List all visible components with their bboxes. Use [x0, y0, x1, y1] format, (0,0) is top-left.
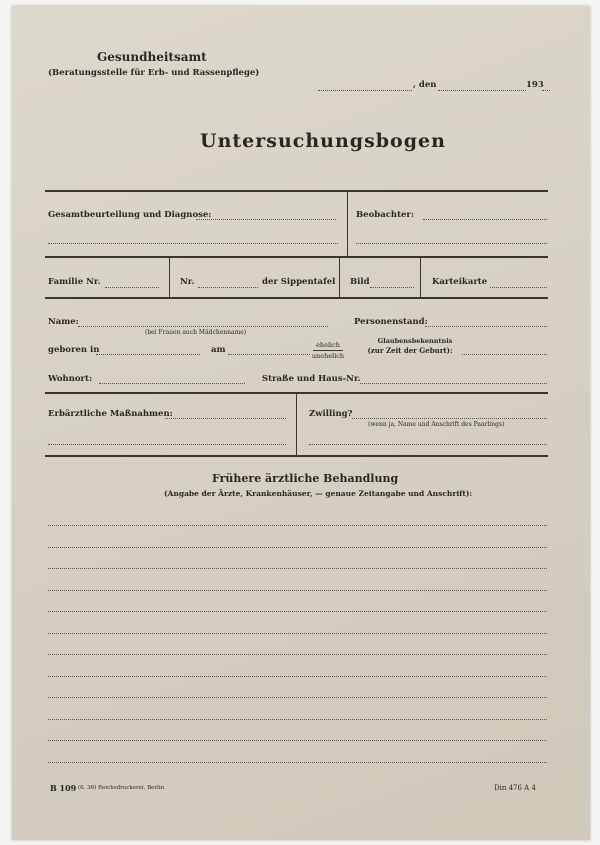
- legitimate-option[interactable]: ehelich: [313, 341, 343, 351]
- street-field[interactable]: [360, 383, 547, 384]
- twin-field-line2[interactable]: [309, 444, 547, 445]
- divider: [347, 191, 348, 256]
- twin-label: Zwilling?: [309, 409, 353, 419]
- divider: [296, 393, 297, 455]
- observer-field-line2[interactable]: [356, 243, 547, 244]
- sippentafel-label: der Sippentafel: [262, 277, 336, 287]
- treatment-heading: Frühere ärztliche Behandlung: [212, 472, 399, 485]
- measures-field[interactable]: [165, 418, 286, 419]
- office-name: Gesundheitsamt: [97, 50, 207, 64]
- family-field[interactable]: [105, 287, 159, 288]
- nr-label: Nr.: [180, 277, 195, 287]
- bild-field[interactable]: [370, 287, 414, 288]
- name-label: Name:: [48, 317, 79, 327]
- assessment-label: Gesamtbeurteilung und Diagnose:: [48, 210, 212, 220]
- status-label: Personenstand:: [354, 317, 428, 327]
- divider: [45, 455, 548, 457]
- treatment-line[interactable]: [48, 676, 547, 677]
- date-den-label: , den: [413, 80, 437, 90]
- twin-note: (wenn ja, Name und Anschrift des Paarlings): [368, 421, 505, 428]
- status-field[interactable]: [425, 326, 547, 327]
- treatment-line[interactable]: [48, 525, 547, 526]
- measures-label: Erbärztliche Maßnahmen:: [48, 409, 173, 419]
- din-format: Din 476 A 4: [494, 784, 536, 792]
- divider: [339, 257, 340, 297]
- treatment-line[interactable]: [48, 654, 547, 655]
- assessment-field[interactable]: [196, 219, 336, 220]
- karteikarte-label: Karteikarte: [432, 277, 488, 287]
- born-in-field[interactable]: [96, 354, 200, 355]
- family-label: Familie Nr.: [48, 277, 101, 287]
- treatment-line[interactable]: [48, 762, 547, 763]
- place-field[interactable]: [318, 90, 412, 91]
- treatment-line[interactable]: [48, 633, 547, 634]
- religion-label: Glaubensbekenntnis: [377, 337, 453, 345]
- street-label: Straße und Haus-Nr.: [262, 374, 361, 384]
- treatment-line[interactable]: [48, 719, 547, 720]
- name-note: (bei Frauen auch Mädchenname): [145, 329, 247, 336]
- residence-field[interactable]: [99, 383, 245, 384]
- date-field[interactable]: [438, 90, 526, 91]
- nr-field[interactable]: [198, 287, 258, 288]
- year-prefix: 193: [526, 80, 544, 90]
- treatment-line[interactable]: [48, 697, 547, 698]
- religion-note: (zur Zeit der Geburt):: [367, 346, 453, 355]
- treatment-line[interactable]: [48, 740, 547, 741]
- karteikarte-field[interactable]: [490, 287, 547, 288]
- divider: [420, 257, 421, 297]
- year-field[interactable]: [542, 90, 550, 91]
- observer-field[interactable]: [423, 219, 547, 220]
- divider: [45, 297, 548, 299]
- measures-field-line2[interactable]: [48, 444, 286, 445]
- form-number: B 109: [50, 783, 77, 793]
- residence-label: Wohnort:: [48, 374, 93, 384]
- religion-field[interactable]: [462, 354, 547, 355]
- divider: [45, 256, 548, 258]
- divider: [45, 190, 548, 192]
- bild-label: Bild: [350, 277, 370, 287]
- treatment-line[interactable]: [48, 568, 547, 569]
- born-in-label: geboren in: [48, 345, 100, 355]
- twin-field[interactable]: [352, 418, 547, 419]
- divider: [169, 257, 170, 297]
- treatment-line[interactable]: [48, 547, 547, 548]
- on-label: am: [211, 345, 226, 355]
- printer-note: (6. 36) Reichsdruckerei, Berlin: [78, 785, 165, 791]
- page-title: Untersuchungsbogen: [200, 130, 446, 152]
- treatment-subheading: (Angabe der Ärzte, Krankenhäuser, — genaue Zeitangabe und Anschrift):: [164, 489, 473, 498]
- assessment-field-line2[interactable]: [48, 243, 338, 244]
- treatment-line[interactable]: [48, 590, 547, 591]
- observer-label: Beobachter:: [356, 210, 415, 220]
- treatment-line[interactable]: [48, 611, 547, 612]
- illegitimate-option[interactable]: unehelich: [311, 352, 345, 360]
- office-subtitle: (Beratungsstelle für Erb- und Rassenpflege): [48, 68, 260, 78]
- name-field[interactable]: [78, 326, 328, 327]
- birth-date-field[interactable]: [228, 354, 310, 355]
